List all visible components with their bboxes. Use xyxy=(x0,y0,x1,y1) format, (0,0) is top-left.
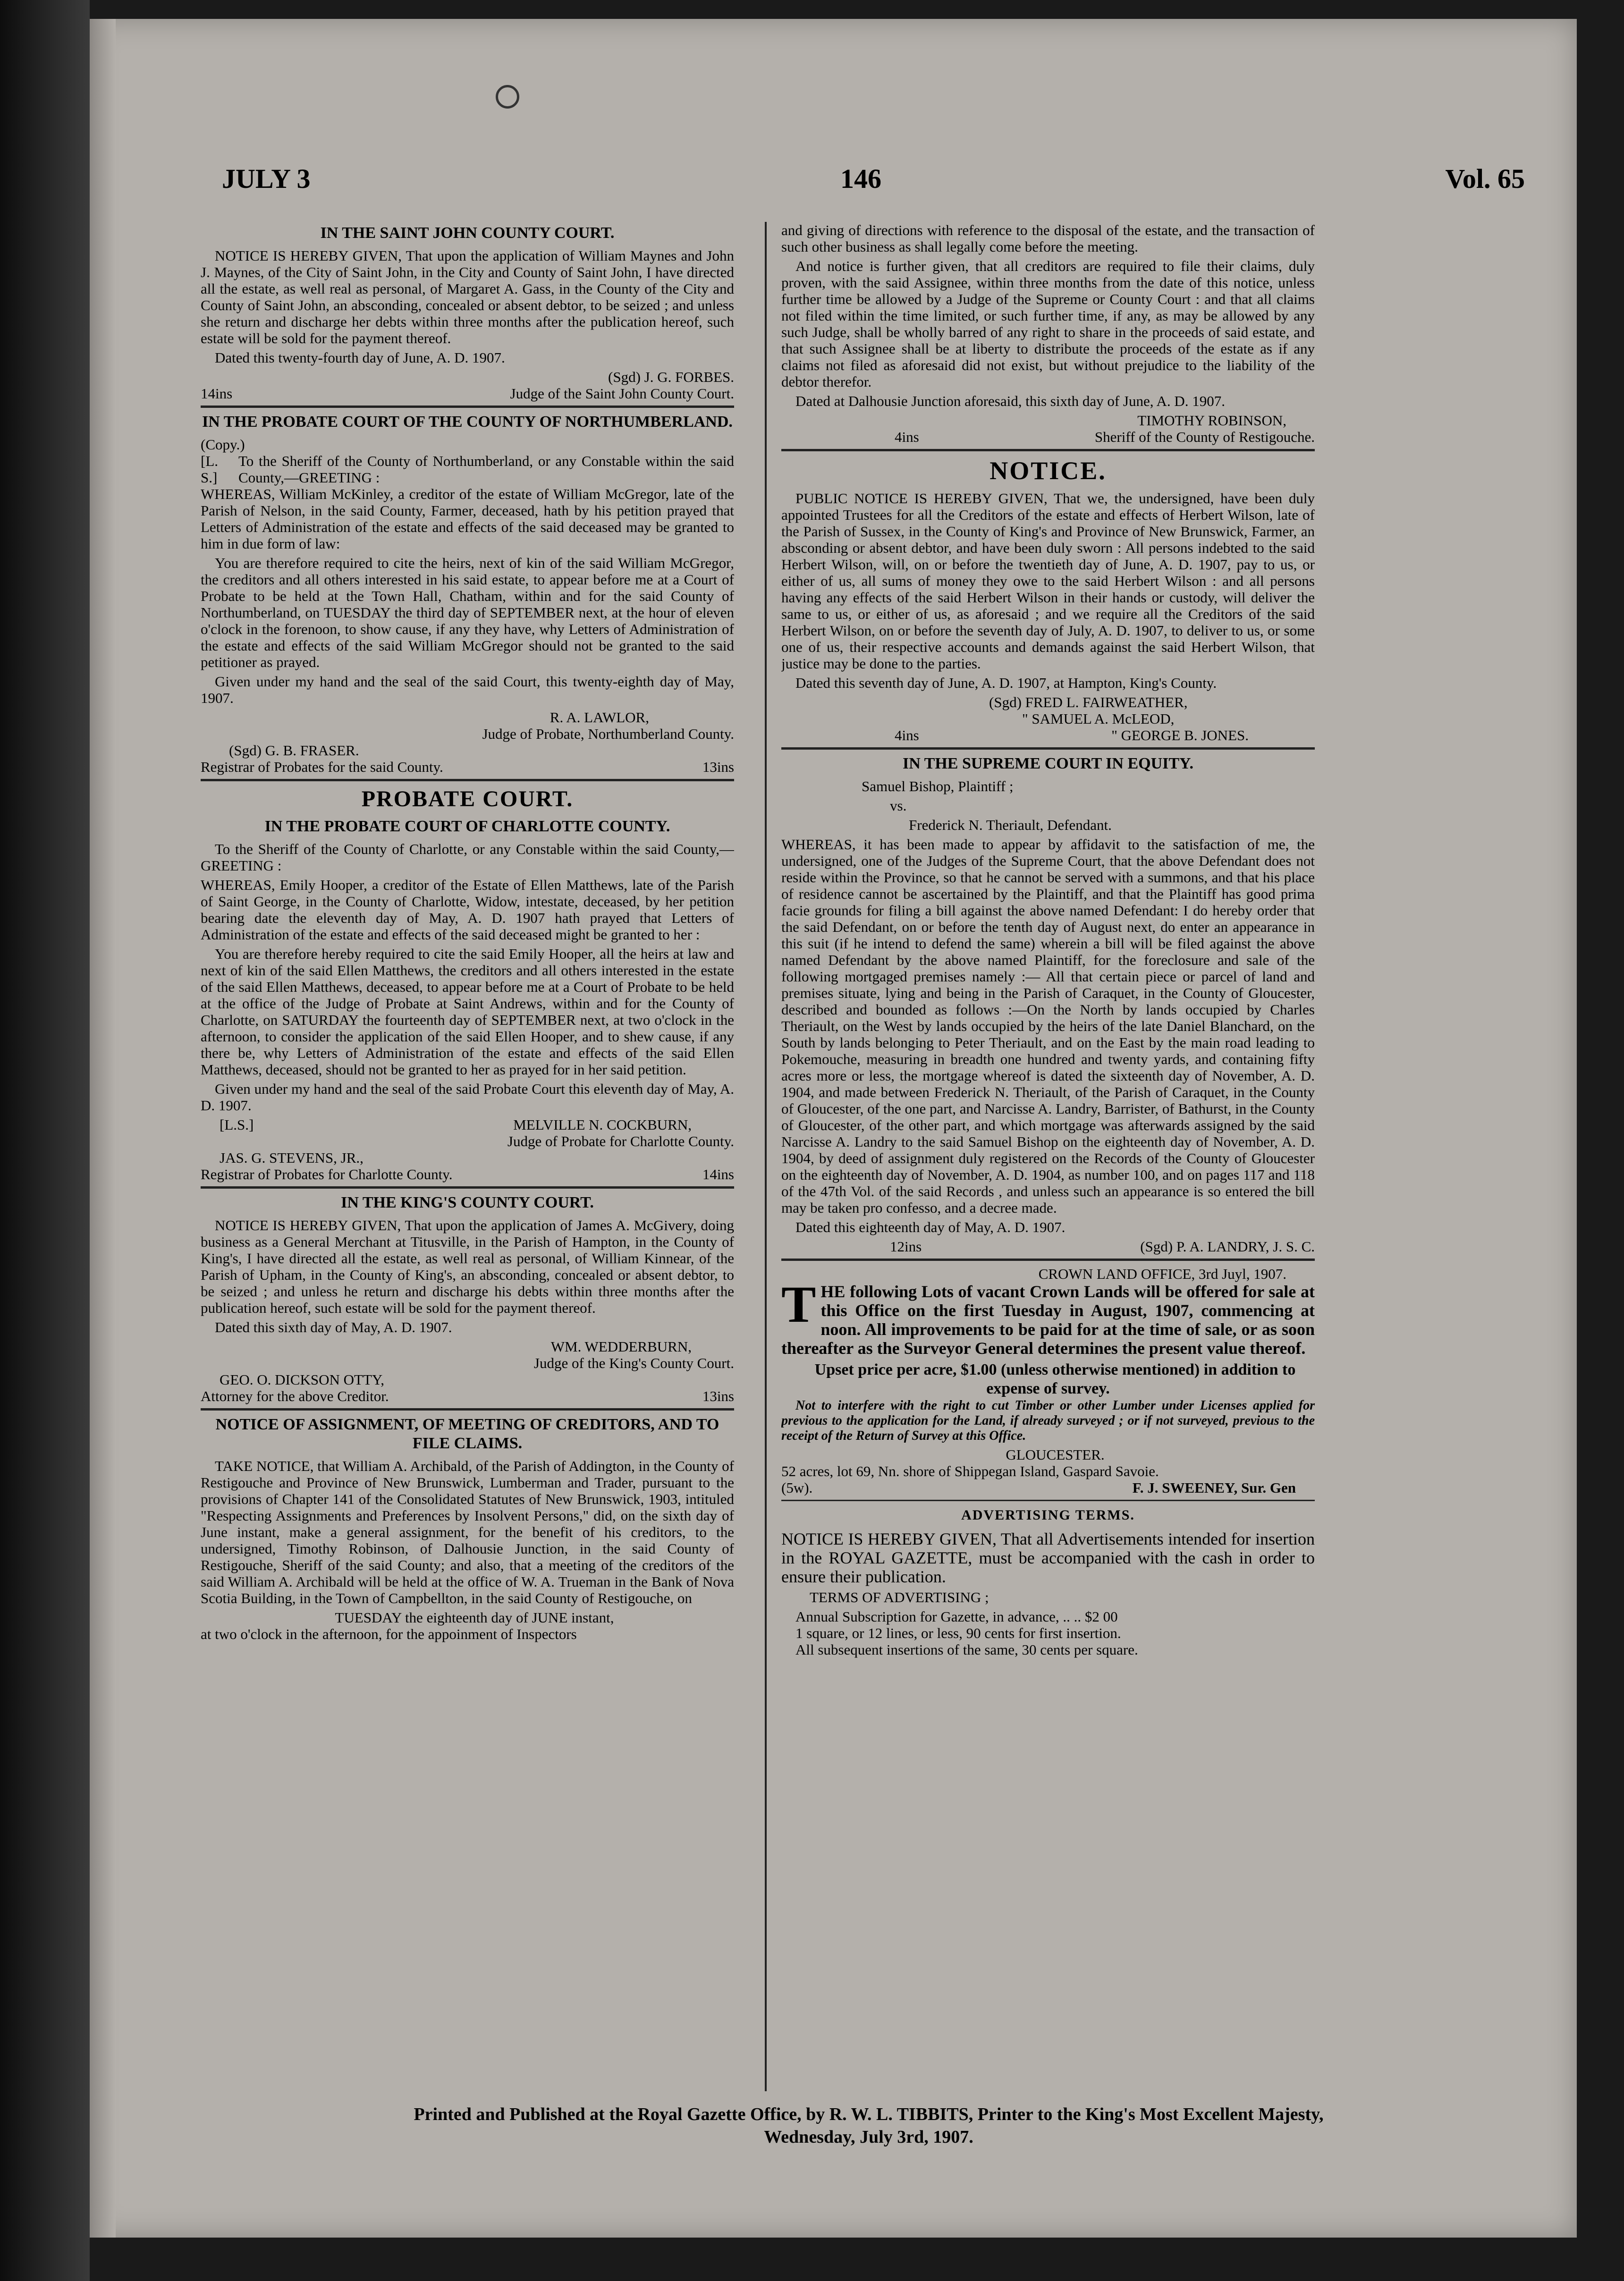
charlotte-given: Given under my hand and the seal of the said Probate Court this eleventh day of May, A. D. 1907. xyxy=(201,1081,734,1114)
charlotte-role: Judge of Probate for Charlotte County. xyxy=(507,1133,734,1149)
advertising-rate-3: All subsequent insertions of the same, 30 cents per square. xyxy=(795,1641,1138,1658)
northumberland-ins: 13ins xyxy=(702,759,734,775)
charlotte-cite: You are therefore hereby required to cite the said Emily Hooper, all the heirs at law and next of kin of the said Ellen Matthews, the creditors and all others interested in the estate of the said Ellen Matthews, deceased, to appear before me at a Court of Probate to be held at the office of the Judge of Probate at Saint Andrews, within and for the County of Charlotte, on SATURDAY the fourteenth day of SEPTEMBER next, at two o'clock in the afternoon, to consider the application of the said Ellen Hooper, and to shew cause, if any there be, why Letters of Administration of the estate and effects of the said Ellen Matthews, deceased, should not be granted to her as prayed for in her said petition. xyxy=(201,946,734,1078)
northumberland-whereas: WHEREAS, William McKinley, a creditor of the estate of William McGregor, late of the Parish of Nelson, in the said County, Farmer, deceased, hath by his petition prayed that Letters of Administration of the estate and effects of the said deceased may be granted to him in due form of law: xyxy=(201,486,734,552)
northumberland-address xyxy=(201,453,734,486)
saint-john-role: Judge of the Saint John County Court. xyxy=(510,385,734,402)
assignment-dated: Dated at Dalhousie Junction aforesaid, this sixth day of June, A. D. 1907. xyxy=(795,393,1226,409)
crown-land-signature: F. J. SWEENEY, Sur. Gen xyxy=(1132,1479,1296,1496)
footer-date: Wednesday, July 3rd, 1907. xyxy=(764,2127,973,2147)
assignment-meeting-date: TUESDAY the eighteenth day of JUNE instant, xyxy=(335,1609,614,1626)
divider-rule xyxy=(201,1408,734,1411)
crown-land-body-block xyxy=(781,1276,1315,1358)
northumberland-to: To the Sheriff of the County of Northumberland, or any Constable within the said County,—GREETING : xyxy=(238,453,734,486)
advertising-terms xyxy=(781,1506,1315,1658)
kings-county-notice xyxy=(201,1193,734,1404)
divider-rule xyxy=(201,406,734,408)
crown-land-weeks: (5w). xyxy=(781,1479,813,1496)
northumberland-signature: R. A. LAWLOR, xyxy=(550,709,649,726)
supreme-court-vs: vs. xyxy=(890,797,907,814)
advertising-notice: NOTICE IS HEREBY GIVEN, That all Advertisements intended for insertion in the ROYAL GAZETTE, must be accompanied with the cash in order to ensure their publication. xyxy=(781,1529,1315,1586)
crown-land-office: CROWN LAND OFFICE, 3rd Juyl, 1907. xyxy=(1038,1266,1286,1282)
advertising-terms-label: TERMS OF ADVERTISING ; xyxy=(810,1589,989,1605)
northumberland-title: IN THE PROBATE COURT OF THE COUNTY OF NORTHUMBERLAND. xyxy=(202,413,733,431)
right-column xyxy=(781,222,1315,2091)
charlotte-notice xyxy=(201,786,734,1183)
crown-land-signature-row xyxy=(781,1479,1315,1496)
saint-john-title: IN THE SAINT JOHN COUNTY COURT. xyxy=(320,224,615,242)
assignment-ins: 4ins xyxy=(895,429,919,445)
charlotte-seal: [L.S.] xyxy=(220,1116,254,1133)
trustees-body: PUBLIC NOTICE IS HEREBY GIVEN, That we, the undersigned, have been duly appointed Trustees for all the Creditors of the estate and effects of Herbert Wilson, late of the Parish of Sussex, in the County of King's and Province of New Brunswick, Farmer, an absconding or absent debtor, and have been duly sworn : All persons indebted to the said Herbert Wilson, will, on or before the twentieth day of June, A. D. 1907, pay to us, or either of us, all sums of money they owe to the said Herbert Wilson : and all persons having any effects of the said Herbert Wilson in their hands or custody, will deliver the same to us, or either of us, as aforesaid ; and we require all the Creditors of the said Herbert Wilson, on or before the seventh day of July, A. D. 1907, to deliver to us, or some one of us, their respective accounts and demands against the said Herbert Wilson, that justice may be done to the parties. xyxy=(781,490,1315,672)
column-divider xyxy=(765,222,767,2091)
northumberland-registrar-role: Registrar of Probates for the said County. xyxy=(201,759,443,775)
northumberland-registrar-row xyxy=(201,759,734,775)
saint-john-signature: (Sgd) J. G. FORBES. xyxy=(608,369,734,385)
supreme-court-body: WHEREAS, it has been made to appear by affidavit to the satisfaction of me, the undersigned, one of the Judges of the Supreme Court, that the above Defendant does not reside within the Province, so that he cannot be served with a summons, and that his place of residence cannot be ascertained by the Plaintiff, and that the Plaintiff has good prima facie grounds for filing a bill against the above named Defendant: I do hereby order that the said Defendant, on or before the tenth day of August next, do enter an appearance in this suit (if he intend to defend the same) wherein a bill will be filed against the above named Defendant by the above named Plaintiff, for the foreclosure and sale of the following mortgaged premises namely :— All that certain piece or parcel of land and premises situate, lying and being in the Parish of Caraquet, in the County of Gloucester, described and bounded as follows :—On the North by lands occupied by Charles Theriault, on the West by lands occupied by the heirs of the late Daniel Blanchard, on the South by lands belonging to Peter Theriault, and on the East by the main road leading to Pokemouche, measuring in breadth one hundred and twenty yards, and containing fifty acres more or less, the mortgage whereof is dated the sixteenth day of November, A. D. 1904, and made between Frederick N. Theriault, of the Parish of Caraquet, in the County of Gloucester, of the one part, and Narcisse A. Landry, Barrister, of Bathurst, in the County of Gloucester, of the other part, and which mortgage was afterwards assigned by the said Narcisse A. Landry to the said Samuel Bishop on the eighteenth day of November, A. D. 1904, by deed of assignment duly registered on the Records of the County of Gloucester on the eighteenth day of November, A. D. 1904, as number 100, and on pages 117 and 118 of the 47th Vol. of the said Records , and unless such an appearance is so entered the bill may be taken pro confesso, and a decree made. xyxy=(781,836,1315,1216)
divider-rule xyxy=(201,1186,734,1189)
northumberland-registrar-name: (Sgd) G. B. FRASER. xyxy=(229,742,359,759)
charlotte-whereas: WHEREAS, Emily Hooper, a creditor of the Estate of Ellen Matthews, late of the Parish of Saint George, in the County of Charlotte, Widow, intestate, deceased, by her petition bearing date the eleventh day of May, A. D. 1907 hath prayed that Letters of Administration of the estate and effects of the said deceased might be granted to her : xyxy=(201,877,734,943)
supreme-court-notice xyxy=(781,754,1315,1255)
crown-land-lot: 52 acres, lot 69, Nn. shore of Shippegan Island, Gaspard Savoie. xyxy=(781,1463,1159,1479)
supreme-court-plaintiff: Samuel Bishop, Plaintiff ; xyxy=(862,778,1014,794)
trustee-signature-3: " GEORGE B. JONES. xyxy=(1111,727,1249,743)
assignment-body: TAKE NOTICE, that William A. Archibald, of the Parish of Addington, in the County of Restigouche and Province of New Brunswick, Lumberman and Trader, pursuant to the provisions of Chapter 141 of the Consolidated Statutes of New Brunswick, 1903, intituled "Respecting Assignments and Preferences by Insolvent Persons," did, on the sixth day of June instant, make a general assignment, for the benefit of his creditors, to the undersigned, Timothy Robinson, of Dalhousie Junction, in the said County of Restigouche, Sheriff of the said County; and also, that a meeting of the creditors of the said William A. Archibald will be held at the office of W. A. Trueman in the Bank of Nova Scotia Building, in the Town of Campbellton, in the said County of Restigouche, on xyxy=(201,1458,734,1606)
header-volume: Vol. 65 xyxy=(1445,163,1525,194)
crown-land-upset-price: Upset price per acre, $1.00 (unless otherwise mentioned) in addition to expense of survey. xyxy=(814,1361,1296,1397)
advertising-rate-1: Annual Subscription for Gazette, in advance, .. .. $2 00 xyxy=(795,1608,1118,1625)
trustee-signature-row xyxy=(781,727,1315,743)
assignment-title: NOTICE OF ASSIGNMENT, OF MEETING OF CREDITORS, AND TO FILE CLAIMS. xyxy=(215,1416,719,1452)
crown-land-dropcap: T xyxy=(781,1276,816,1333)
trustees-notice xyxy=(781,456,1315,743)
supreme-court-title: IN THE SUPREME COURT IN EQUITY. xyxy=(903,755,1193,772)
assignment-notice xyxy=(201,1415,734,1642)
kings-county-role: Judge of the King's County Court. xyxy=(533,1355,734,1371)
divider-rule xyxy=(781,1500,1315,1501)
supreme-court-dated: Dated this eighteenth day of May, A. D. 1907. xyxy=(795,1219,1066,1235)
divider-rule xyxy=(781,747,1315,750)
assignment-meeting-time: at two o'clock in the afternoon, for the appoinment of Inspectors xyxy=(201,1626,577,1642)
assignment-cont-body: and giving of directions with reference to the disposal of the estate, and the transaction of such other business as shall legally come before the meeting. xyxy=(781,222,1315,255)
kings-county-attorney-name: GEO. O. DICKSON OTTY, xyxy=(220,1371,385,1388)
notice-heading: NOTICE. xyxy=(990,456,1107,485)
supreme-court-defendant: Frederick N. Theriault, Defendant. xyxy=(909,817,1112,833)
footer-printer: Printed and Published at the Royal Gazette Office, by R. W. L. TIBBITS, Printer to the King's Most Excellent Majesty, xyxy=(414,2104,1324,2124)
charlotte-signature: MELVILLE N. COCKBURN, xyxy=(513,1116,692,1133)
saint-john-ins: 14ins xyxy=(201,385,233,402)
kings-county-signature: WM. WEDDERBURN, xyxy=(550,1338,692,1355)
charlotte-registrar-row xyxy=(201,1166,734,1183)
trustees-dated: Dated this seventh day of June, A. D. 1907, at Hampton, King's County. xyxy=(795,675,1217,691)
saint-john-role-row xyxy=(201,385,734,402)
saint-john-dated: Dated this twenty-fourth day of June, A. D. 1907. xyxy=(215,349,505,366)
crown-land-notice xyxy=(781,1266,1315,1496)
supreme-court-signature-row xyxy=(781,1238,1315,1255)
kings-county-ins: 13ins xyxy=(702,1388,734,1404)
northumberland-cite: You are therefore required to cite the heirs, next of kin of the said William McGregor, the creditors and all others interested in his said estate, to appear before me at a Court of Probate to be held at the Town Hall, Chatham, within and for the said County of Northumberland, on TUESDAY the third day of SEPTEMBER next, at the hour of eleven o'clock in the forenoon, to show cause, if any they have, why Letters of Administration of the estate and effects of the said William McGregor should not be granted to the said petitioner as prayed. xyxy=(201,555,734,670)
crown-land-timber-note: Not to interfere with the right to cut Timber or other Lumber under Licenses applied for previous to the application for the Land, if already surveyed ; or if not surveyed, previous to the receipt of the Return of Survey at this Office. xyxy=(781,1398,1315,1443)
supreme-court-ins: 12ins xyxy=(890,1238,922,1255)
page-footer xyxy=(208,2103,1530,2148)
charlotte-registrar-role: Registrar of Probates for Charlotte County. xyxy=(201,1166,453,1183)
book-binding xyxy=(0,0,90,2281)
divider-rule xyxy=(201,779,734,781)
assignment-further: And notice is further given, that all creditors are required to file their claims, duly proven, with the said Assignee, within three months from the date of this notice, unless further time be allowed by a Judge of the Supreme or County Court : and that all claims not filed within the time limited, or such further time, if any, as may be allowed by any such Judge, shall be wholly barred of any right to share in the proceeds of said estate, and that such Assignee shall be at liberty to distribute the proceeds of the estate as if any claims not filed as aforesaid did not exist, but without prejudice to the liability of the debtor therefor. xyxy=(781,258,1315,390)
assignment-continued xyxy=(781,222,1315,445)
assignment-role: Sheriff of the County of Restigouche. xyxy=(1094,429,1315,445)
punch-hole xyxy=(496,85,519,109)
header-date: JULY 3 xyxy=(222,163,311,194)
charlotte-title: IN THE PROBATE COURT OF CHARLOTTE COUNTY. xyxy=(264,818,670,835)
crown-land-county: GLOUCESTER. xyxy=(1006,1446,1105,1463)
charlotte-registrar-name: JAS. G. STEVENS, JR., xyxy=(220,1149,364,1166)
trustees-ins: 4ins xyxy=(895,727,919,743)
assignment-signature: TIMOTHY ROBINSON, xyxy=(1137,412,1286,429)
crown-land-body: HE following Lots of vacant Crown Lands will be offered for sale at this Office on the first Tuesday in August, 1907, commencing at noon. All improvements to be paid for at the time of sale, or as soon thereafter as the Surveyor General determines the present value thereof. xyxy=(781,1282,1315,1358)
divider-rule xyxy=(781,449,1315,451)
divider-rule xyxy=(781,1259,1315,1261)
northumberland-notice xyxy=(201,413,734,775)
kings-county-attorney-role: Attorney for the above Creditor. xyxy=(201,1388,389,1404)
left-column xyxy=(201,222,734,2091)
trustee-signature-2: " SAMUEL A. McLEOD, xyxy=(1022,710,1175,727)
advertising-rate-2: 1 square, or 12 lines, or less, 90 cents for first insertion. xyxy=(795,1625,1121,1641)
trustee-signature-1: (Sgd) FRED L. FAIRWEATHER, xyxy=(989,694,1188,710)
kings-county-dated: Dated this sixth day of May, A. D. 1907. xyxy=(215,1319,452,1335)
probate-court-heading: PROBATE COURT. xyxy=(361,786,574,811)
northumberland-seal: [L. S.] xyxy=(201,453,219,486)
advertising-terms-heading: ADVERTISING TERMS. xyxy=(961,1507,1135,1523)
northumberland-given: Given under my hand and the seal of the said Court, this twenty-eighth day of May, 1907. xyxy=(201,673,734,706)
kings-county-attorney-row xyxy=(201,1388,734,1404)
charlotte-signature-row xyxy=(201,1116,734,1133)
assignment-role-row xyxy=(781,429,1315,445)
kings-county-body: NOTICE IS HEREBY GIVEN, That upon the application of James A. McGivery, doing business as a General Merchant at Titusville, in the Parish of Hampton, in the County of King's, I have directed all the estate, as well real as personal, of William Kinnear, of the Parish of Upham, in the County of King's, an absconding, concealed or absent debtor, to be seized ; and unless he return and discharge his debts within three months after the publication hereof, such estate will be sold for the payment thereof. xyxy=(201,1217,734,1316)
page-header xyxy=(222,163,1525,205)
northumberland-copy: (Copy.) xyxy=(201,436,245,453)
kings-county-title: IN THE KING'S COUNTY COURT. xyxy=(341,1194,594,1211)
charlotte-to: To the Sheriff of the County of Charlotte, or any Constable within the said County,—GREETING : xyxy=(201,841,734,874)
northumberland-role: Judge of Probate, Northumberland County. xyxy=(482,726,734,742)
supreme-court-signature: (Sgd) P. A. LANDRY, J. S. C. xyxy=(1140,1238,1315,1255)
page-fold-shadow xyxy=(90,19,116,2238)
header-page-number: 146 xyxy=(840,163,881,194)
charlotte-ins: 14ins xyxy=(702,1166,734,1183)
saint-john-notice xyxy=(201,224,734,402)
saint-john-body: NOTICE IS HEREBY GIVEN, That upon the application of William Maynes and John J. Maynes, of the City of Saint John, in the City and County of Saint John, I have directed all the estate, as well real as personal, of Margaret A. Gass, in the County of the City and County of Saint John, an absconding, concealed or absent debtor, to be seized ; and unless she return and discharge her debts within three months after the publication hereof, such estate will be sold for the payment thereof. xyxy=(201,247,734,346)
